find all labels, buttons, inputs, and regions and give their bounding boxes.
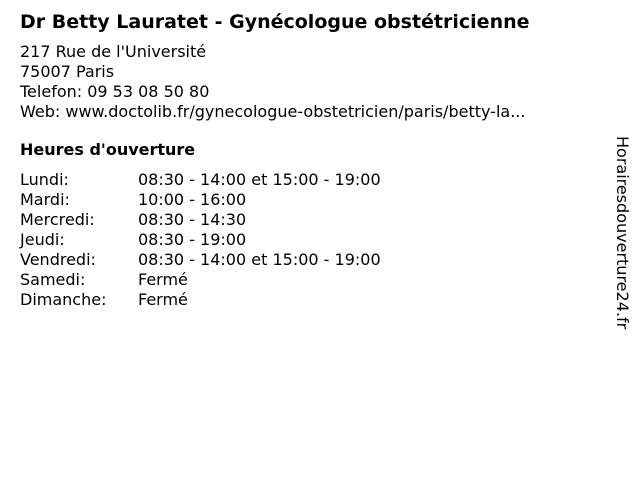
watermark-text: Horairesdouverture24.fr [613,136,632,330]
day-label: Vendredi: [20,250,96,269]
day-hours: 08:30 - 14:00 et 15:00 - 19:00 [138,170,381,189]
hours-row-monday [20,170,600,190]
hours-row-tuesday [20,190,600,210]
day-hours: 08:30 - 19:00 [138,230,247,249]
business-title: Dr Betty Lauratet - Gynécologue obstétricienne [20,11,530,33]
website-link[interactable]: Web: www.doctolib.fr/gynecologue-obstetricien/paris/betty-la... [20,102,526,121]
hours-row-friday [20,250,600,270]
day-hours: 08:30 - 14:30 [138,210,247,229]
hours-row-saturday [20,270,600,290]
address-city: 75007 Paris [20,62,115,81]
address-street: 217 Rue de l'Université [20,42,207,61]
hours-row-wednesday [20,210,600,230]
day-hours: 08:30 - 14:00 et 15:00 - 19:00 [138,250,381,269]
day-label: Mardi: [20,190,70,209]
day-label: Dimanche: [20,290,107,309]
hours-row-thursday [20,230,600,250]
phone-number: Telefon: 09 53 08 50 80 [20,82,210,101]
day-hours: 10:00 - 16:00 [138,190,247,209]
address-block [20,42,600,122]
day-label: Jeudi: [20,230,65,249]
day-label: Samedi: [20,270,86,289]
business-card [20,8,600,310]
day-hours: Fermé [138,290,188,309]
hours-row-sunday [20,290,600,310]
day-label: Lundi: [20,170,69,189]
day-hours: Fermé [138,270,188,289]
watermark [612,136,634,372]
opening-hours-heading: Heures d'ouverture [20,140,196,159]
opening-hours-table [20,170,600,310]
day-label: Mercredi: [20,210,95,229]
